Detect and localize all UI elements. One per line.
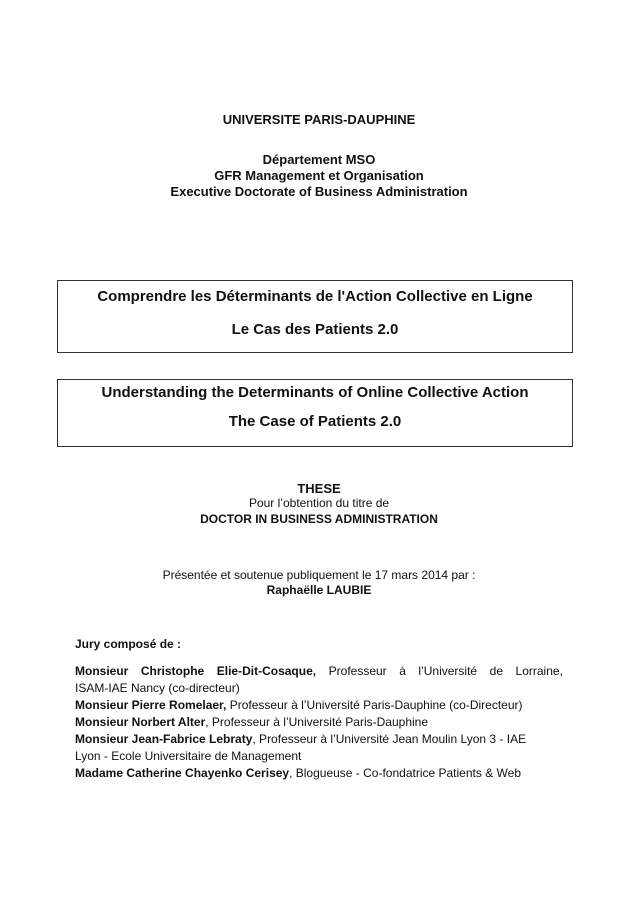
member3-role: , Professeur à l’Université Paris-Dauphine (205, 715, 429, 729)
jury-member-2 (75, 697, 563, 714)
member5-name: Madame Catherine Chayenko Cerisey (75, 766, 290, 780)
jury-member-1-line1 (75, 663, 563, 680)
department-name: Département MSO (262, 152, 376, 167)
jury-heading (75, 636, 563, 653)
jury-member-5 (75, 765, 563, 782)
member1-word: Lorraine, (515, 664, 563, 678)
title-french-line2: Le Cas des Patients 2.0 (231, 321, 399, 338)
title-english-line1: Understanding the Determinants of Online Collective Action (101, 384, 529, 401)
title-french-line1: Comprendre les Déterminants de l'Action Collective en Ligne (97, 288, 533, 305)
member1-affiliation: ISAM-IAE Nancy (co-directeur) (75, 681, 240, 695)
member5-role: , Blogueuse - Co-fondatrice Patients & Web (289, 766, 521, 780)
thesis-purpose: Pour l’obtention du titre de (248, 496, 390, 510)
member4-role: , Professeur à l’Université Jean Moulin Lyon 3 - IAE (252, 732, 527, 746)
jury-list (75, 663, 563, 782)
defense-text: Présentée et soutenue publiquement le 17 mars 2014 par : (162, 568, 476, 582)
member4-affiliation: Lyon - Ecole Universitaire de Management (75, 749, 302, 763)
member1-word: de (489, 664, 503, 678)
jury-member-3 (75, 714, 563, 731)
title-box-english (57, 379, 573, 447)
member1-word: à (399, 664, 406, 678)
thesis-degree: DOCTOR IN BUSINESS ADMINISTRATION (200, 512, 438, 526)
jury-member-4 (75, 731, 563, 748)
university-name: UNIVERSITE PARIS-DAUPHINE (222, 112, 416, 127)
member1-word: Elie-Dit-Cosaque, (216, 664, 317, 678)
jury-heading-text: Jury composé de : (75, 637, 182, 651)
jury-member-1-line2 (75, 680, 563, 697)
title-english-line2: The Case of Patients 2.0 (228, 413, 402, 430)
member2-role: Professeur à l’Université Paris-Dauphine (co-Directeur) (226, 698, 523, 712)
member2-name: Monsieur Pierre Romelaer, (75, 698, 227, 712)
member4-name: Monsieur Jean-Fabrice Lebraty (75, 732, 253, 746)
member1-word: l’Université (418, 664, 478, 678)
member1-word: Professeur (328, 664, 387, 678)
member1-word: Christophe (140, 664, 205, 678)
member3-name: Monsieur Norbert Alter (75, 715, 206, 729)
member1-word: Monsieur (75, 664, 129, 678)
author-name: Raphaëlle LAUBIE (266, 583, 372, 597)
gfr-name: GFR Management et Organisation (214, 168, 424, 183)
title-box-french (57, 280, 573, 353)
jury-member-4-line2 (75, 748, 563, 765)
thesis-label: THESE (297, 481, 341, 496)
program-name: Executive Doctorate of Business Administration (170, 184, 468, 199)
